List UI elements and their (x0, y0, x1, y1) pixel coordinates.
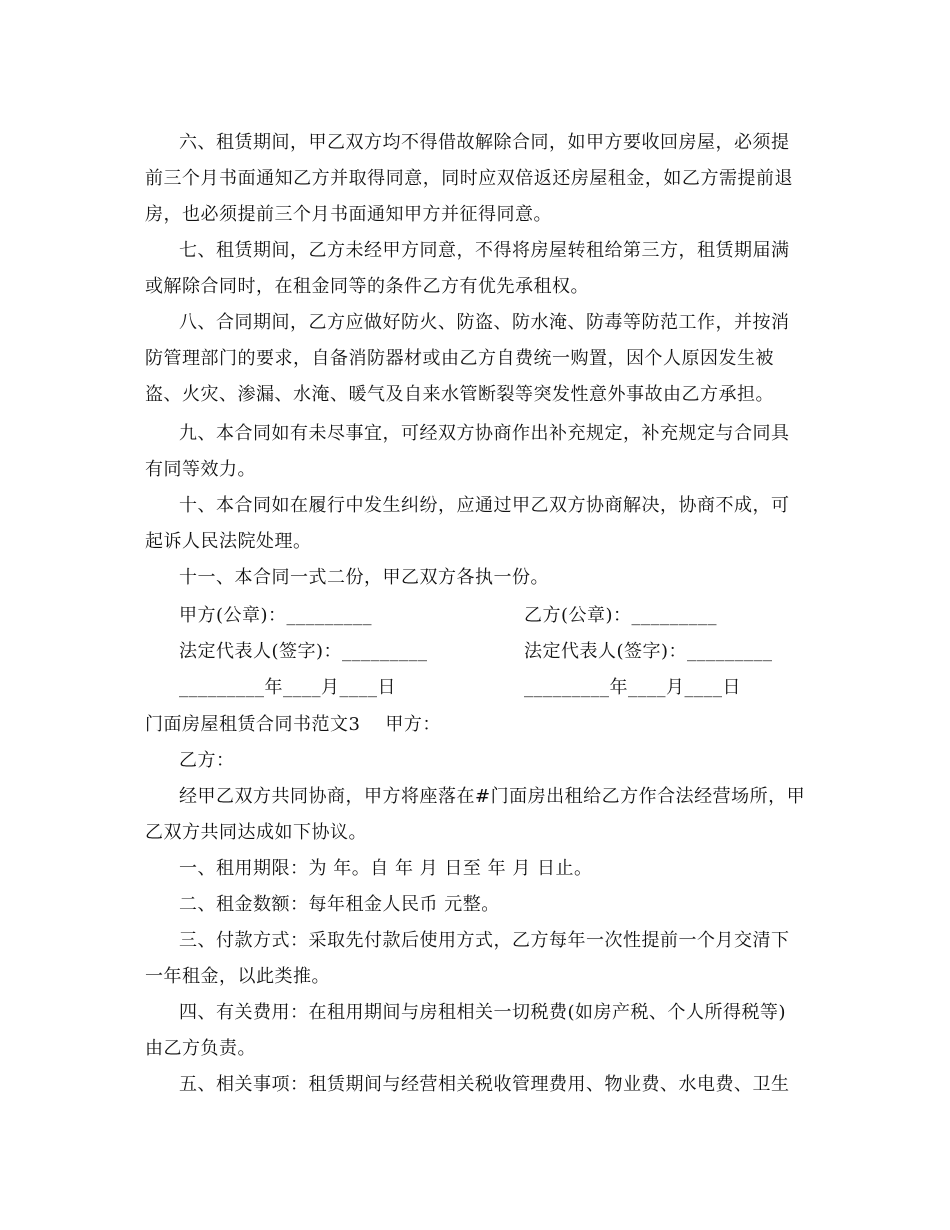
contract-3-clause-4-line-1: 四、有关费用：在租用期间与房租相关一切税费(如房产税、个人所得税等) (179, 1002, 787, 1023)
clause-11-line-1: 十一、本合同一式二份，甲乙双方各执一份。 (179, 567, 549, 588)
contract-3-clause-3-line-2: 一年租金，以此类推。 (145, 966, 330, 987)
contract-3-clause-4-line-2: 由乙方负责。 (145, 1038, 256, 1059)
party-b-seal-field: 乙方(公章)：_________ (524, 605, 718, 626)
clause-7-line-1: 七、租赁期间，乙方未经甲方同意，不得将房屋转租给第三方，租赁期届满 (179, 240, 790, 261)
contract-3-intro-line-1: 经甲乙双方共同协商，甲方将座落在#门面房出租给乙方作合法经营场所，甲 (179, 786, 806, 807)
contract-3-clause-2: 二、租金数额：每年租金人民币 元整。 (179, 894, 500, 915)
clause-10-line-1: 十、本合同如在履行中发生纠纷，应通过甲乙双方协商解决，协商不成，可 (179, 495, 790, 516)
party-a-date-field: _________年____月____日 (179, 677, 396, 698)
clause-10-line-2: 起诉人民法院处理。 (145, 531, 312, 552)
clause-8-line-2: 防管理部门的要求，自备消防器材或由乙方自费统一购置，因个人原因发生被 (145, 348, 774, 369)
contract-3-party-b: 乙方： (179, 750, 235, 771)
contract-3-clause-1: 一、租用期限：为 年。自 年 月 日至 年 月 日止。 (179, 858, 593, 879)
clause-7-line-2: 或解除合同时，在租金同等的条件乙方有优先承租权。 (145, 276, 589, 297)
party-a-representative-field: 法定代表人(签字)：_________ (179, 641, 428, 662)
clause-8-line-1: 八、合同期间，乙方应做好防火、防盗、防水淹、防毒等防范工作，并按消 (179, 312, 790, 333)
clause-9-line-2: 有同等效力。 (145, 459, 256, 480)
clause-9-line-1: 九、本合同如有未尽事宜，可经双方协商作出补充规定，补充规定与合同具 (179, 423, 790, 444)
clause-6-line-3: 房，也必须提前三个月书面通知甲方并征得同意。 (145, 204, 552, 225)
clause-6-line-1: 六、租赁期间，甲乙双方均不得借故解除合同，如甲方要收回房屋，必须提 (179, 132, 790, 153)
party-b-representative-field: 法定代表人(签字)：_________ (524, 641, 773, 662)
party-b-date-field: _________年____月____日 (524, 677, 741, 698)
contract-3-clause-3-line-1: 三、付款方式：采取先付款后使用方式，乙方每年一次性提前一个月交清下 (179, 930, 790, 951)
contract-3-heading: 门面房屋租赁合同书范文3 甲方： (145, 714, 441, 735)
contract-3-intro-line-2: 乙双方共同达成如下协议。 (145, 822, 367, 843)
clause-6-line-2: 前三个月书面通知乙方并取得同意，同时应双倍返还房屋租金，如乙方需提前退 (145, 168, 793, 189)
contract-3-clause-5-line-1: 五、相关事项：租赁期间与经营相关税收管理费用、物业费、水电费、卫生 (179, 1074, 790, 1095)
clause-8-line-3: 盗、火灾、渗漏、水淹、暖气及自来水管断裂等突发性意外事故由乙方承担。 (145, 384, 774, 405)
party-a-seal-field: 甲方(公章)：_________ (179, 605, 373, 626)
